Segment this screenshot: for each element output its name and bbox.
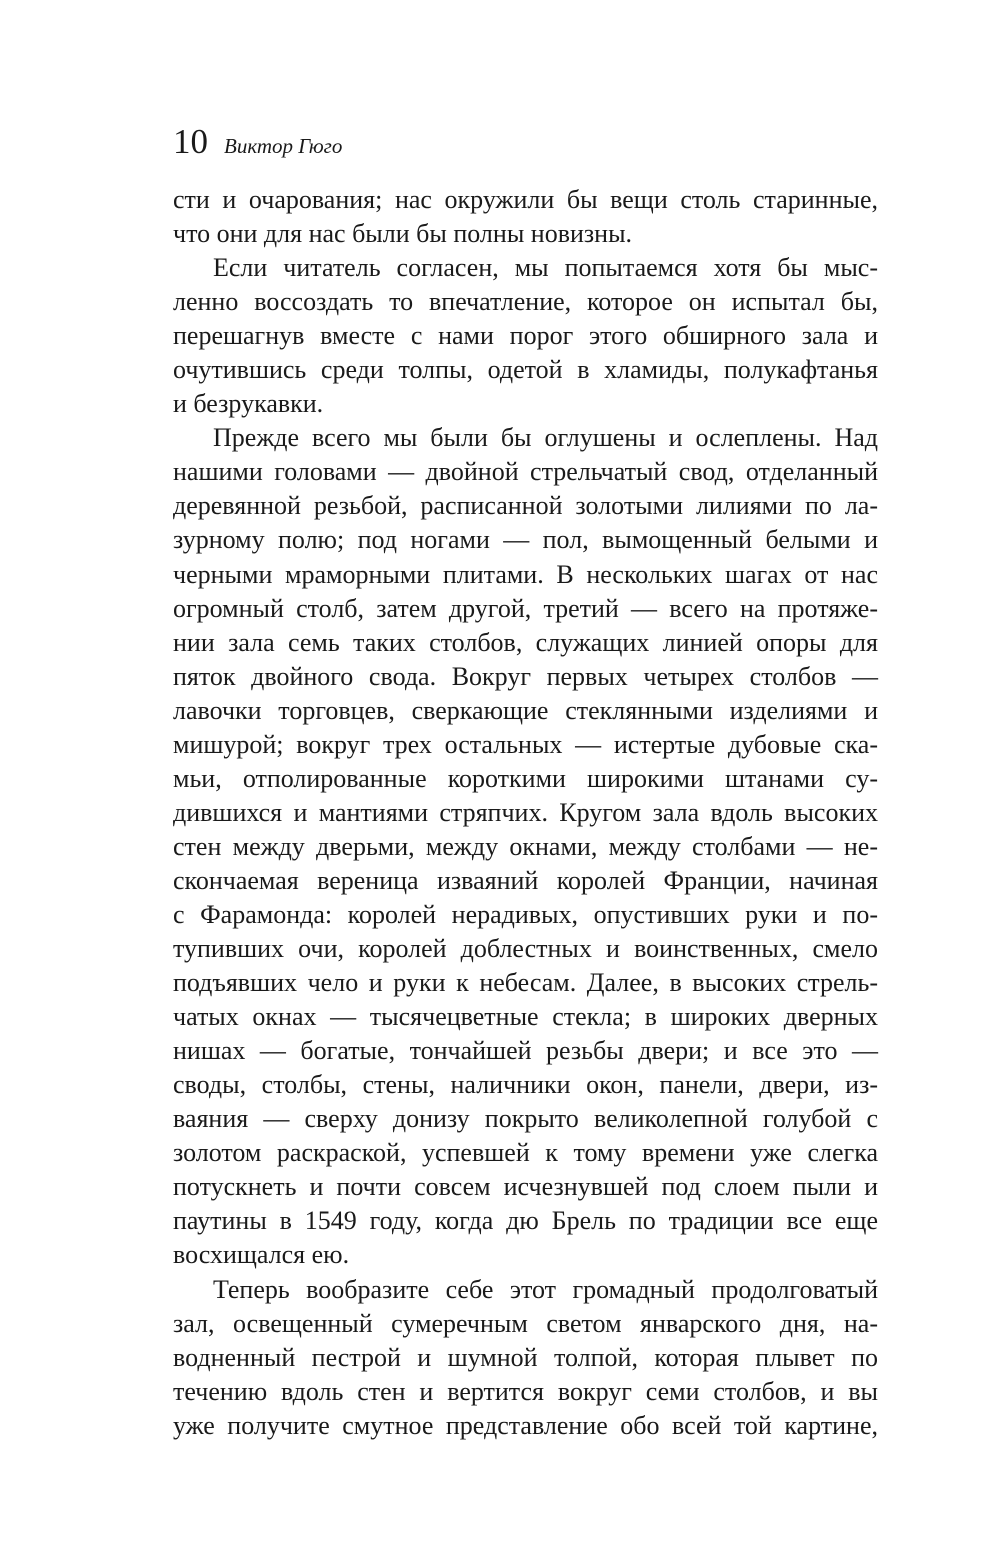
text-line: стен между дверьми, между окнами, между столбами — не-	[173, 831, 878, 861]
text-line: мьи, отполированные короткими широкими штанами су-	[173, 763, 878, 793]
text-line: зурному полю; под ногами — пол, вымощенный белыми и	[173, 525, 878, 555]
text-line: Прежде всего мы были бы оглушены и ослеплены. Над	[213, 423, 878, 453]
text-line: нии зала семь таких столбов, служащих линией опоры для	[173, 627, 878, 657]
text-line: огромный столб, затем другой, третий — всего на протяже-	[173, 593, 878, 623]
text-line: перешагнув вместе с нами порог этого обширного зала и	[173, 321, 878, 351]
text-line: тупивших очи, королей доблестных и воинственных, смело	[173, 934, 878, 964]
text-line: чатых окнах — тысячецветные стекла; в широких дверных	[173, 1002, 878, 1032]
running-head-author: Виктор Гюго	[224, 134, 343, 158]
text-line: Теперь вообразите себе этот громадный продолговатый	[213, 1274, 878, 1304]
text-line: мишурой; вокруг трех остальных — истертые дубовые ска-	[173, 729, 878, 759]
text-line: паутины в 1549 году, когда дю Брель по традиции все еще	[173, 1206, 878, 1236]
text-line: деревянной резьбой, расписанной золотыми лилиями по ла-	[173, 491, 878, 521]
text-line: и безрукавки.	[173, 389, 324, 419]
text-line: нашими головами — двойной стрельчатый свод, отделанный	[173, 457, 878, 487]
text-line: нишах — богатые, тончайшей резьбы двери; и все это —	[173, 1036, 878, 1066]
running-head	[173, 118, 342, 166]
text-line: золотом раскраской, успевшей к тому времени уже слегка	[173, 1138, 878, 1168]
text-line: своды, столбы, стены, наличники окон, панели, двери, из-	[173, 1070, 878, 1100]
text-line: пяток двойного свода. Вокруг первых четырех столбов —	[173, 661, 878, 691]
text-line: потускнеть и почти совсем исчезнувшей под слоем пыли и	[173, 1172, 878, 1202]
text-line: восхищался ею.	[173, 1240, 350, 1270]
text-line: ленно воссоздать то впечатление, которое он испытал бы,	[173, 287, 878, 317]
body-text	[173, 183, 878, 1443]
text-line: водненный пестрой и шумной толпой, которая плывет по	[173, 1342, 878, 1372]
text-line: Если читатель согласен, мы попытаемся хотя бы мыс-	[213, 253, 878, 283]
text-line: течению вдоль стен и вертится вокруг семи столбов, и вы	[173, 1376, 878, 1406]
text-line: что они для нас были бы полны новизны.	[173, 219, 633, 249]
text-line: сти и очарования; нас окружили бы вещи столь старинные,	[173, 185, 878, 214]
text-line: зал, освещенный сумеречным светом январского дня, на-	[173, 1308, 878, 1338]
page-number: 10	[173, 122, 208, 161]
text-line: черными мраморными плитами. В нескольких шагах от нас	[173, 559, 878, 589]
text-line: очутившись среди толпы, одетой в хламиды, полукафтанья	[173, 355, 878, 385]
text-line: подъявших чело и руки к небесам. Далее, в высоких стрель-	[173, 968, 878, 998]
text-line: лавочки торговцев, сверкающие стеклянными изделиями и	[173, 695, 878, 725]
text-line: уже получите смутное представление обо всей той картине,	[173, 1410, 878, 1440]
text-line: дившихся и мантиями стряпчих. Кругом зала вдоль высоких	[173, 797, 878, 827]
text-line: с Фарамонда: королей нерадивых, опустивших руки и по-	[173, 899, 878, 929]
text-line: скончаемая вереница изваяний королей Франции, начиная	[173, 865, 878, 895]
text-line: ваяния — сверху донизу покрыто великолепной голубой с	[173, 1104, 878, 1134]
